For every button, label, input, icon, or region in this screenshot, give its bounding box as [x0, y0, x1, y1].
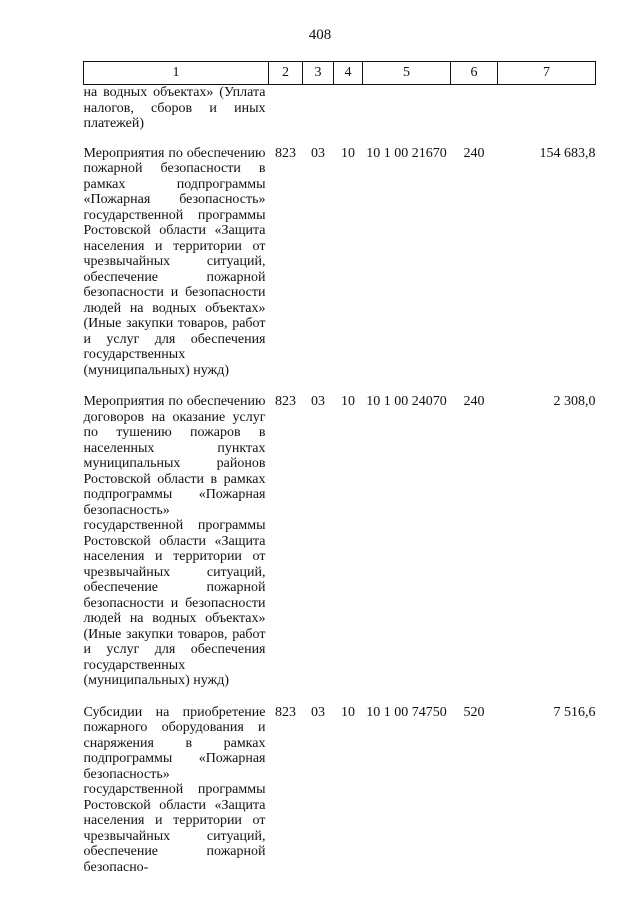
header-col-3: 3 — [303, 62, 334, 85]
header-col-6: 6 — [451, 62, 498, 85]
header-row — [84, 62, 596, 85]
row-expense-type: 240 — [463, 394, 485, 409]
row-target-article: 10 1 00 21670 — [366, 145, 447, 161]
table-row — [84, 146, 596, 395]
header-col-2: 2 — [269, 62, 303, 85]
row-amount: 7 516,6 — [553, 704, 596, 720]
table-row — [84, 394, 596, 705]
row-ministry-code: 823 — [275, 394, 296, 409]
header-col-5: 5 — [363, 62, 451, 85]
row-ministry-code: 823 — [275, 704, 296, 720]
row-section-code: 03 — [311, 704, 325, 720]
row-target-article — [363, 85, 451, 146]
row-expense-type: 240 — [463, 145, 485, 161]
row-amount: 154 683,8 — [539, 145, 596, 161]
table-row — [84, 705, 596, 876]
row-expense-type — [451, 85, 498, 146]
row-section-code — [303, 85, 334, 146]
table-row — [84, 85, 596, 146]
header-col-4: 4 — [334, 62, 363, 85]
header-col-7: 7 — [498, 62, 596, 85]
row-target-article: 10 1 00 74750 — [366, 704, 447, 720]
header-col-1: 1 — [84, 62, 269, 85]
row-subsection-code — [334, 85, 363, 146]
row-ministry-code: 823 — [275, 145, 296, 161]
row-description: Мероприятия по обеспечению договоров на оказание услуг по тушению пожаров в населенных пунктах муниципальных районов Ростовской области в рамках подпрограммы «Пожарная безопасность» государственной программы Ростовской области «Защита населения и территории от чрезвычайных ситуаций, обеспечение пожарной безопасности и безопасности людей на водных объектах» (Иные закупки товаров, работ и услуг для обеспечения государственных (муниципальных) нужд) — [83, 394, 266, 688]
row-description: Субсидии на приобретение пожарного оборудования и снаряжения в рамках подпрограммы «Пожарная безопасность» государственной программы Ростовской области «Защита населения и территории от чрезвычайных ситуаций, обеспечение пожарной безопасно- — [83, 704, 266, 875]
page-number: 408 — [308, 27, 332, 43]
row-ministry-code — [269, 85, 303, 146]
row-section-code: 03 — [311, 394, 325, 409]
budget-table — [83, 61, 596, 875]
row-amount — [498, 85, 596, 146]
row-subsection-code: 10 — [341, 704, 355, 720]
row-description: Мероприятия по обеспечению пожарной безопасности в рамках подпрограммы «Пожарная безопасность» государственной программы Ростовской области «Защита населения и территории от чрезвычайных ситуаций, обеспечение пожарной безопасности и безопасности людей на водных объектах» (Иные закупки товаров, работ и услуг для обеспечения государственных (муниципальных) нужд) — [83, 145, 266, 378]
row-subsection-code: 10 — [341, 394, 355, 409]
row-amount: 2 308,0 — [553, 394, 596, 409]
row-description: на водных объектах» (Уплата налогов, сборов и иных платежей) — [83, 85, 266, 131]
row-subsection-code: 10 — [341, 145, 355, 161]
row-section-code: 03 — [311, 145, 325, 161]
row-target-article: 10 1 00 24070 — [366, 394, 447, 409]
row-expense-type: 520 — [463, 704, 485, 720]
